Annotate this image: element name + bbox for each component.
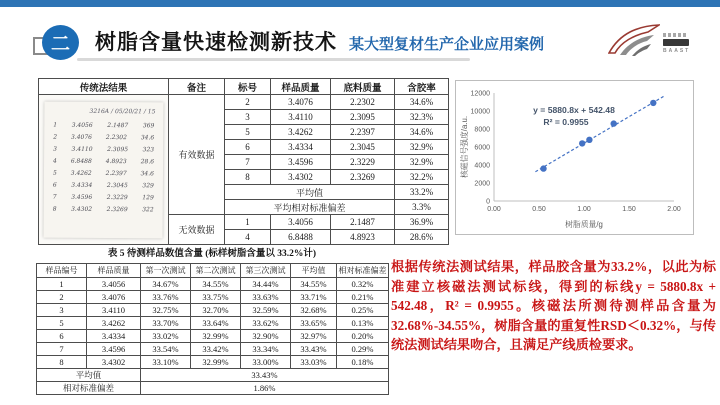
handwriting-value: 1 bbox=[53, 121, 58, 129]
table-cell: 7 bbox=[225, 155, 271, 170]
y-tick-label: 10000 bbox=[470, 108, 490, 116]
average-value: 33.43% bbox=[141, 369, 389, 382]
table-cell: 34.44% bbox=[241, 278, 291, 291]
x-axis-label: 树脂质量/g bbox=[565, 220, 603, 229]
column-header: 第一次测试 bbox=[141, 264, 191, 278]
handwriting-value: 3 bbox=[53, 145, 57, 153]
table-cell: 28.6% bbox=[395, 230, 449, 245]
column-header: 标号 bbox=[225, 79, 271, 95]
handwriting-value: 2.3269 bbox=[106, 205, 128, 213]
table-cell: 2.2397 bbox=[331, 125, 395, 140]
title-row bbox=[95, 26, 544, 56]
handwriting-value: 3.4262 bbox=[70, 169, 92, 177]
x-tick-label: 2.00 bbox=[667, 206, 681, 213]
title-underline bbox=[77, 58, 470, 61]
data-point bbox=[540, 165, 546, 171]
table-cell: 3.4110 bbox=[87, 304, 141, 317]
table-cell: 33.10% bbox=[141, 356, 191, 369]
section-number: 二 bbox=[50, 34, 70, 55]
handwriting-row bbox=[48, 179, 159, 192]
table-cell: 6 bbox=[37, 330, 87, 343]
handwriting-header: 3216A / 05/20/21 / 15 bbox=[89, 107, 156, 115]
rsd-value: 3.3% bbox=[395, 200, 449, 215]
column-header: 样品质量 bbox=[271, 79, 331, 95]
handwriting-row bbox=[48, 131, 159, 144]
table-cell: 3.4076 bbox=[87, 291, 141, 304]
y-tick-label: 6000 bbox=[474, 144, 490, 152]
handwritten-record-photo bbox=[39, 95, 169, 245]
handwriting-area bbox=[44, 101, 164, 238]
table-row bbox=[37, 369, 389, 382]
table-cell: 32.90% bbox=[241, 330, 291, 343]
table-cell: 33.34% bbox=[241, 343, 291, 356]
table-cell: 0.25% bbox=[337, 304, 389, 317]
handwriting-value: 2.3229 bbox=[106, 193, 128, 201]
table-cell: 32.97% bbox=[291, 330, 337, 343]
table-cell: 36.9% bbox=[395, 215, 449, 230]
table-cell: 32.3% bbox=[395, 110, 449, 125]
table-cell: 32.59% bbox=[241, 304, 291, 317]
handwriting-value: 2 bbox=[53, 133, 58, 141]
column-header: 样品编号 bbox=[37, 264, 87, 278]
column-header: 第三次测试 bbox=[241, 264, 291, 278]
data-point bbox=[650, 100, 656, 106]
conclusion-text: 根据传统法测试结果，样品胶含量为33.2%，以此为标准建立核磁法测试标线，得到的标线y = 5880.8x + 542.48，R² = 0.9955。核磁法所测待测样品含量为32.68%-34.55%，树脂含量的重复性RSD＜0.32%，与传统法测试结果吻合，且满足产线质检要求。 bbox=[391, 259, 716, 352]
company-logo bbox=[608, 22, 714, 64]
table-cell: 2.3229 bbox=[331, 155, 395, 170]
trendline-equation: y = 5880.8x + 542.48 bbox=[533, 105, 615, 115]
average-label: 平均值 bbox=[225, 185, 395, 200]
handwriting-value: 28.6 bbox=[140, 157, 155, 165]
handwriting-value: 369 bbox=[142, 121, 155, 129]
table-cell: 33.71% bbox=[291, 291, 337, 304]
handwriting-row bbox=[48, 119, 159, 132]
y-tick-label: 12000 bbox=[470, 90, 490, 98]
handwriting-value: 323 bbox=[142, 145, 155, 153]
table-cell: 3.4302 bbox=[87, 356, 141, 369]
table-cell: 33.42% bbox=[191, 343, 241, 356]
table-cell: 5 bbox=[225, 125, 271, 140]
table-cell: 32.70% bbox=[191, 304, 241, 317]
table-cell: 32.68% bbox=[291, 304, 337, 317]
table-row bbox=[37, 304, 389, 317]
handwriting-value: 34.6 bbox=[140, 133, 155, 141]
table-cell: 33.64% bbox=[191, 317, 241, 330]
logo-caption: BAAST bbox=[663, 47, 691, 54]
table-cell: 2 bbox=[225, 95, 271, 110]
nmr-results-table bbox=[36, 263, 389, 395]
table-cell: 1 bbox=[37, 278, 87, 291]
handwriting-value: 2.1487 bbox=[107, 121, 129, 129]
handwriting-row bbox=[48, 167, 159, 180]
calibration-chart bbox=[455, 80, 694, 235]
y-tick-label: 8000 bbox=[474, 126, 490, 134]
handwriting-value: 322 bbox=[142, 205, 154, 213]
y-tick-label: 4000 bbox=[474, 162, 490, 170]
valid-data-label: 有效数据 bbox=[169, 95, 225, 215]
logo-tagline bbox=[663, 33, 687, 37]
y-tick-label: 2000 bbox=[474, 180, 490, 188]
table-cell: 2.3095 bbox=[331, 110, 395, 125]
table-cell: 32.99% bbox=[191, 330, 241, 343]
handwriting-value: 329 bbox=[142, 181, 154, 189]
y-tick-label: 0 bbox=[486, 198, 490, 206]
table-cell: 3.4596 bbox=[87, 343, 141, 356]
table-cell: 34.55% bbox=[191, 278, 241, 291]
table-cell: 32.75% bbox=[141, 304, 191, 317]
rsd-label: 平均相对标准偏差 bbox=[225, 200, 395, 215]
handwriting-value: 4.8923 bbox=[105, 157, 127, 165]
table-cell: 0.13% bbox=[337, 317, 389, 330]
handwriting-value: 7 bbox=[52, 193, 57, 201]
table-row bbox=[37, 317, 389, 330]
table-cell: 2 bbox=[37, 291, 87, 304]
table-cell: 0.18% bbox=[337, 356, 389, 369]
table-row bbox=[37, 343, 389, 356]
column-header: 底料质量 bbox=[331, 79, 395, 95]
table-cell: 34.6% bbox=[395, 125, 449, 140]
table-cell: 2.3269 bbox=[331, 170, 395, 185]
table-cell: 3.4076 bbox=[271, 95, 331, 110]
data-point bbox=[611, 120, 617, 126]
table-cell: 3 bbox=[225, 110, 271, 125]
table-cell: 2.1487 bbox=[331, 215, 395, 230]
table-cell: 5 bbox=[37, 317, 87, 330]
table-row bbox=[37, 330, 389, 343]
column-header: 传统法结果 bbox=[39, 79, 169, 95]
handwriting-value: 2.2397 bbox=[105, 169, 127, 177]
table-cell: 3.4334 bbox=[87, 330, 141, 343]
table-cell: 0.20% bbox=[337, 330, 389, 343]
handwriting-value: 34.6 bbox=[140, 169, 154, 177]
handwriting-value: 8 bbox=[52, 205, 57, 213]
table-cell: 3.4334 bbox=[271, 140, 331, 155]
logo-mark-icon bbox=[608, 23, 660, 63]
page-subtitle: 某大型复材生产企业应用案例 bbox=[349, 36, 545, 53]
data-point bbox=[579, 140, 585, 146]
invalid-data-label: 无效数据 bbox=[169, 215, 225, 245]
handwriting-value: 6 bbox=[52, 181, 57, 189]
table-row bbox=[37, 382, 389, 395]
rsd-value: 1.86% bbox=[141, 382, 389, 395]
top-accent-bar bbox=[0, 0, 720, 7]
table-row bbox=[37, 278, 389, 291]
x-tick-label: 1.00 bbox=[577, 206, 591, 213]
logo-wordmark bbox=[663, 39, 689, 46]
table-cell: 33.75% bbox=[191, 291, 241, 304]
table-header-row bbox=[37, 264, 389, 278]
table-cell: 32.99% bbox=[191, 356, 241, 369]
table-cell: 3.4056 bbox=[87, 278, 141, 291]
table-cell: 0.29% bbox=[337, 343, 389, 356]
table-cell: 33.43% bbox=[291, 343, 337, 356]
column-header: 备注 bbox=[169, 79, 225, 95]
table-cell: 33.63% bbox=[241, 291, 291, 304]
table-cell: 33.02% bbox=[141, 330, 191, 343]
handwriting-value: 5 bbox=[52, 169, 57, 177]
table-cell: 33.76% bbox=[141, 291, 191, 304]
table-cell: 6 bbox=[225, 140, 271, 155]
table-cell: 2.3045 bbox=[331, 140, 395, 155]
table-cell: 34.6% bbox=[395, 95, 449, 110]
table-cell: 0.32% bbox=[337, 278, 389, 291]
x-tick-label: 0.50 bbox=[532, 206, 546, 213]
section-number-badge bbox=[42, 25, 79, 60]
table-cell: 2.2302 bbox=[331, 95, 395, 110]
table-cell: 34.55% bbox=[291, 278, 337, 291]
data-point bbox=[586, 137, 592, 143]
y-axis-label: 核磁信号强度/a.u. bbox=[460, 116, 469, 178]
table-cell: 4 bbox=[225, 230, 271, 245]
table-cell: 6.8488 bbox=[271, 230, 331, 245]
table-cell: 1 bbox=[225, 215, 271, 230]
column-header: 第二次测试 bbox=[191, 264, 241, 278]
x-tick-label: 0.00 bbox=[487, 206, 501, 213]
handwriting-value: 3.4076 bbox=[70, 133, 93, 141]
table-cell: 3.4110 bbox=[271, 110, 331, 125]
handwriting-value: 3.4056 bbox=[71, 121, 93, 129]
table-row bbox=[37, 356, 389, 369]
handwriting-value: 6.8488 bbox=[70, 157, 92, 165]
table-cell: 33.03% bbox=[291, 356, 337, 369]
handwriting-row bbox=[48, 203, 159, 216]
table-cell: 3.4596 bbox=[271, 155, 331, 170]
table-cell: 4.8923 bbox=[331, 230, 395, 245]
table-cell: 32.9% bbox=[395, 140, 449, 155]
column-header: 含胶率 bbox=[395, 79, 449, 95]
x-tick-label: 1.50 bbox=[622, 206, 636, 213]
table-caption: 表 5 待测样品数值含量 (标样树脂含量以 33.2%计) bbox=[107, 249, 317, 259]
handwriting-value: 3.4334 bbox=[71, 181, 93, 189]
handwriting-value: 3.4302 bbox=[71, 205, 93, 213]
table-cell: 8 bbox=[37, 356, 87, 369]
column-header: 样品质量 bbox=[87, 264, 141, 278]
table-row bbox=[37, 291, 389, 304]
column-header: 相对标准偏差 bbox=[337, 264, 389, 278]
average-value: 33.2% bbox=[395, 185, 449, 200]
page-title: 树脂含量快速检测新技术 bbox=[95, 31, 337, 54]
table-cell: 32.9% bbox=[395, 155, 449, 170]
table-cell: 34.67% bbox=[141, 278, 191, 291]
table-cell: 8 bbox=[225, 170, 271, 185]
table-row bbox=[39, 95, 449, 110]
table-header-row bbox=[39, 79, 449, 95]
table-cell: 7 bbox=[37, 343, 87, 356]
table-cell: 3 bbox=[37, 304, 87, 317]
column-header: 平均值 bbox=[291, 264, 337, 278]
handwriting-row bbox=[48, 191, 159, 204]
handwriting-value: 2.2302 bbox=[105, 133, 127, 141]
handwriting-value: 4 bbox=[53, 157, 57, 165]
table-cell: 33.70% bbox=[141, 317, 191, 330]
handwriting-value: 3.4596 bbox=[71, 193, 93, 201]
table-cell: 3.4262 bbox=[87, 317, 141, 330]
table-cell: 3.4056 bbox=[271, 215, 331, 230]
trendline-r2: R² = 0.9955 bbox=[543, 117, 589, 127]
table-cell: 33.65% bbox=[291, 317, 337, 330]
scatter-plot bbox=[456, 81, 691, 232]
rsd-label: 相对标准偏差 bbox=[37, 382, 141, 395]
table-cell: 3.4302 bbox=[271, 170, 331, 185]
table-cell: 33.00% bbox=[241, 356, 291, 369]
table-cell: 3.4262 bbox=[271, 125, 331, 140]
average-label: 平均值 bbox=[37, 369, 141, 382]
handwriting-value: 3.4110 bbox=[71, 145, 93, 153]
traditional-method-table bbox=[38, 78, 449, 245]
logo-text-block bbox=[663, 33, 690, 54]
handwriting-value: 2.3045 bbox=[106, 181, 128, 189]
table-cell: 32.2% bbox=[395, 170, 449, 185]
handwriting-value: 2.3095 bbox=[107, 145, 129, 153]
table-cell: 0.21% bbox=[337, 291, 389, 304]
handwriting-row bbox=[48, 143, 159, 156]
handwriting-value: 129 bbox=[142, 193, 154, 201]
table-cell: 33.54% bbox=[141, 343, 191, 356]
handwriting-row bbox=[48, 155, 159, 168]
table-cell: 33.62% bbox=[241, 317, 291, 330]
